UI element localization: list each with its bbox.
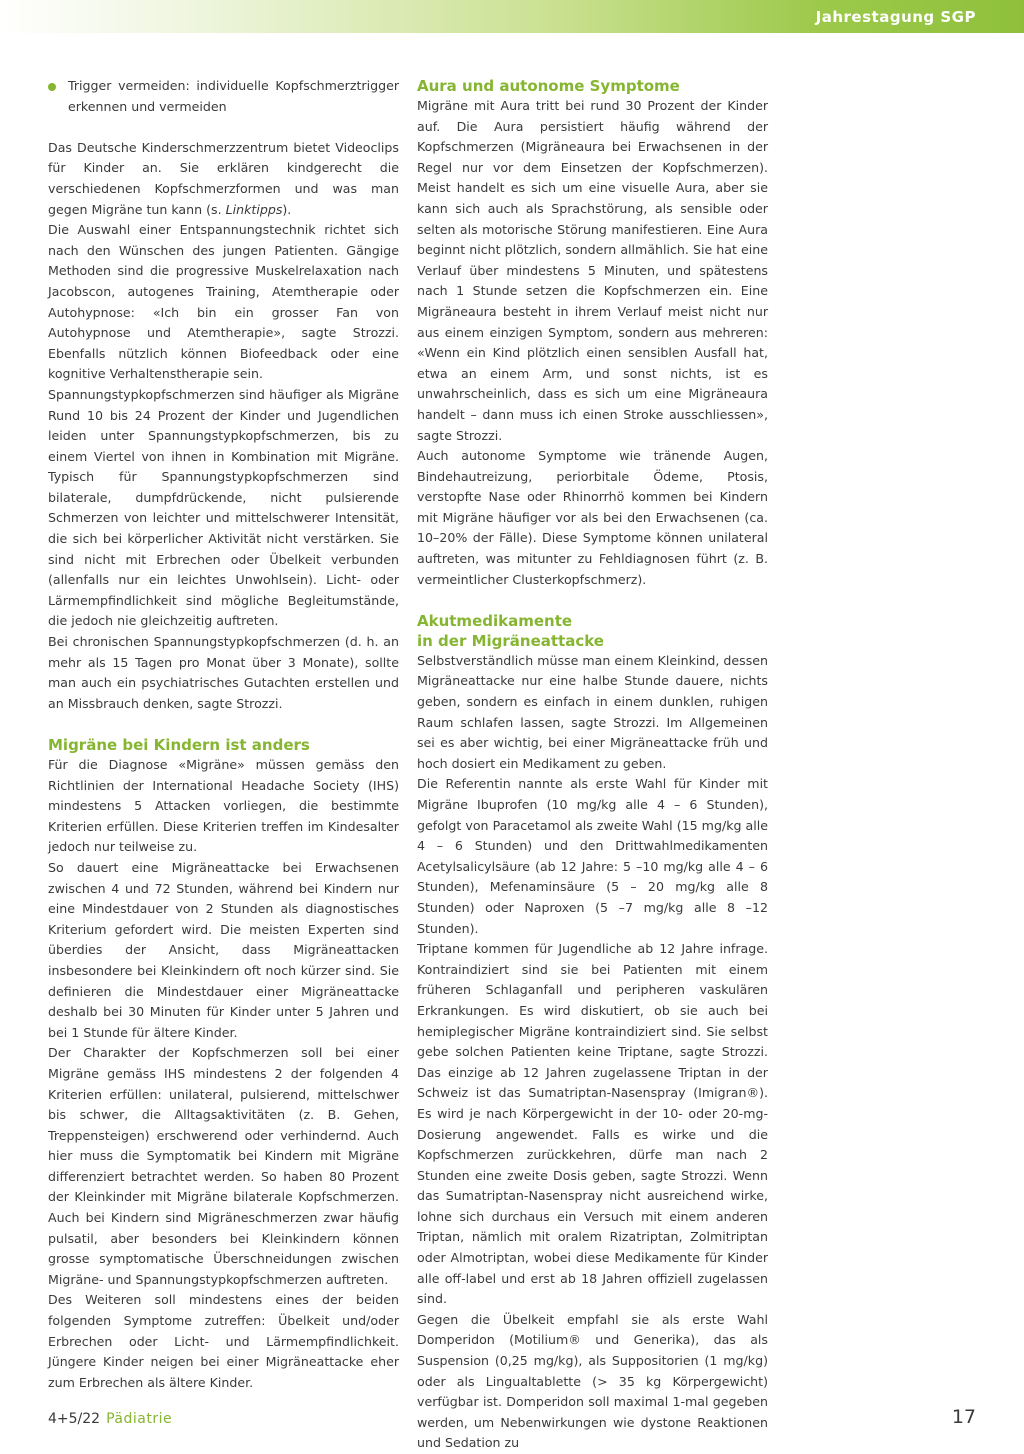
bullet-item — [48, 76, 399, 117]
bullet-dot-icon — [48, 83, 56, 91]
paragraph-autonome-symptome: Auch autonome Symptome wie tränende Augen, Bindehautreizung, periorbitale Ödeme, Ptosis, verstopfte Nase oder Rhinorrhö kommen bei Kindern mit Migräne häufiger vor als bei den Erwachsenen (ca. 10–20% der Fälle). Diese Symptome können unilateral auftreten, was mitunter zu Fehldiagnosen führt (z. B. vermeintlicher Clusterkopfschmerz). — [417, 448, 768, 587]
left-column — [48, 76, 399, 1393]
paragraph-diagnose: Für die Diagnose «Migräne» müssen gemäss den Richtlinien der International Headache Society (IHS) mindestens 5 Attacken vorliegen, die bestimmte Kriterien erfüllen. Diese Kriterien treffen im Kindesalter jedoch nur teilweise zu. — [48, 757, 399, 855]
bullet-text: Trigger vermeiden: individuelle Kopfschmerztrigger erkennen und vermeiden — [68, 78, 399, 114]
paragraph-triptane: Triptane kommen für Jugendliche ab 12 Jahre infrage. Kontraindiziert sind sie bei Patienten mit einem früheren Schlaganfall und peripheren vaskulären Erkrankungen. Es wird diskutiert, ob sie auch bei hemiplegischer Migräne kontraindiziert sind. Sie selbst gebe solchen Patienten keine Triptane, sagte Strozzi. Das einzige ab 12 Jahren zugelassene Triptan in der Schweiz ist das Sumatriptan-Nasenspray (Imigran®). Es wird je nach Körpergewicht in der 10- oder 20-mg-Dosierung angewendet. Falls es wirke und die Kopfschmerzen zurückkehren, dürfe man nach 2 Stunden eine zweite Dosis geben, sagte Strozzi. Wenn das Sumatriptan-Nasenspray nicht ausreichend wirke, lohne sich durchaus ein Versuch mit einem anderen Triptan, nämlich mit oralem Rizatriptan, Zolmitriptan oder Almotriptan, wobei diese Medikamente für Kinder alle off-label und erst ab 18 Jahren offiziell zugelassen sind. — [417, 941, 768, 1307]
page-number: 17 — [951, 1406, 976, 1428]
journal-name: Pädiatrie — [106, 1411, 173, 1427]
header-bar — [0, 0, 1024, 33]
paragraph-domperidon: Gegen die Übelkeit empfahl sie als erste Wahl Domperidon (Motilium® und Generika), das als Suspension (0,25 mg/kg), als Suppositorien (1 mg/kg) oder als Lingualtablette (> 35 kg Körpergewicht) verfügbar ist. Domperidon soll maximal 1-mal gegeben werden, um Nebenwirkungen wie dystone Reaktionen und Sedation zu — [417, 1311, 768, 1451]
paragraph-chronisch: Bei chronischen Spannungstypkopfschmerzen (d. h. an mehr als 15 Tagen pro Monat über 3 Monate), sollte man auch ein psychiatrisches Gutachten erstellen und an Missbrauch denken, sagte Strozzi. — [48, 634, 399, 711]
paragraph-spannungstyp: Spannungstypkopfschmerzen sind häufiger als Migräne Rund 10 bis 24 Prozent der Kinder und Jugendlichen leiden unter Spannungstypkopfschmerzen, bis zu einem Viertel von ihnen in Kombination mit Migräne. Typisch für Spannungstypkopfschmerzen sind bilaterale, dumpfdrückende, nicht pulsierende Schmerzen von leichter und mittelschwerer Intensität, die sich bei körperlicher Aktivität nicht verstärken. Sie sind nicht mit Erbrechen oder Übelkeit verbunden (allenfalls nur ein leichtes Unwohlsein). Licht- oder Lärmempfindlichkeit sind mögliche Begleitumstände, die jedoch nie gleichzeitig auftreten. — [48, 386, 399, 629]
issue-number: 4+5/22 — [48, 1411, 101, 1427]
heading-migraene-kinder: Migräne bei Kindern ist anders — [48, 736, 310, 754]
paragraph-aura: Migräne mit Aura tritt bei rund 30 Prozent der Kinder auf. Die Aura persistiert häufig während der Kopfschmerzen (Migräneaura bei Erwachsenen in der Regel nur vor dem Einsetzen der Kopfschmerzen). Meist handelt es sich um eine visuelle Aura, aber sie kann sich auch als Sprachstörung, als sensible oder selten als motorische Störung manifestieren. Eine Aura beginnt nicht plötzlich, sondern allmählich. Sie hat eine Verlauf über mindestens 5 Minuten, und spätestens nach 1 Stunde setzen die Kopfschmerzen ein. Eine Migräneaura besteht in ihrem Verlauf meist nicht nur aus einem einzigen Symptom, sondern aus mehreren: «Wenn ein Kind plötzlich einen sensiblen Ausfall hat, etwa an einem Arm, und sonst nichts, ist es unwahrscheinlich, dass es sich um eine Migräneaura handelt – dann muss ich einen Stroke ausschliessen», sagte Strozzi. — [417, 98, 768, 443]
heading-akutmedikamente: Akutmedikamente in der Migräneattacke — [417, 611, 604, 650]
paragraph-kleinkind: Selbstverständlich müsse man einem Kleinkind, dessen Migräneattacke nur eine halbe Stunde dauere, nichts geben, sondern es einfach in einem dunklen, ruhigen Raum schlafen lassen, sagte Strozzi. Im Allgemeinen sei es aber wichtig, bei einer Migräneattacke früh und hoch dosiert ein Medikament zu geben. — [417, 652, 768, 771]
linktipps-reference: Linktipps — [225, 201, 283, 217]
paragraph-ibuprofen: Die Referentin nannte als erste Wahl für Kinder mit Migräne Ibuprofen (10 mg/kg alle 4 – 6 Stunden), gefolgt von Paracetamol als zweite Wahl (15 mg/kg alle 4 – 6 Stunden) und den Drittwahlmedikamenten Acetylsalicylsäure (ab 12 Jahre: 5 –10 mg/kg alle 4 – 6 Stunden), Mefenaminsäure (5 – 20 mg/kg alle 8 Stunden) oder Naproxen (5 –7 mg/kg alle 8 –12 Stunden). — [417, 776, 768, 936]
section-title: Jahrestagung SGP — [815, 8, 976, 26]
paragraph-videoclips: Das Deutsche Kinderschmerzzentrum bietet Videoclips für Kinder an. Sie erklären kindgerecht die verschiedenen Kopfschmerzformen und was man gegen Migräne tun kann (s. Linktipps). — [48, 139, 399, 217]
paragraph-entspannung: Die Auswahl einer Entspannungstechnik richtet sich nach den Wünschen des jungen Patienten. Gängige Methoden sind die progressive Muskelrelaxation nach Jacobscon, autogenes Training, Atemtherapie oder Autohypnose: «Ich bin ein grosser Fan von Autohypnose und Atemtherapie», sagte Strozzi. Ebenfalls nützlich können Biofeedback oder eine kognitive Verhaltenstherapie sein. — [48, 222, 399, 382]
heading-aura: Aura und autonome Symptome — [417, 77, 680, 95]
paragraph-charakter: Der Charakter der Kopfschmerzen soll bei einer Migräne gemäss IHS mindestens 2 der folgenden 4 Kriterien erfüllen: unilateral, pulsierend, mittelschwer bis schwer, die Alltagsaktivitäten (z. B. Gehen, Treppensteigen) erschwerend oder verhindernd. Auch hier muss die Symptomatik bei Kindern mit Migräne differenziert betrachtet werden. So haben 80 Prozent der Kleinkinder mit Migräne bilaterale Kopfschmerzen. Auch bei Kindern sind Migräneschmerzen zwar häufig pulsatil, aber besonders bei Kleinkindern können grosse symptomatische Überschneidungen zwischen Migräne- und Spannungstypkopfschmerzen auftreten. — [48, 1045, 399, 1287]
paragraph-symptome: Des Weiteren soll mindestens eines der beiden folgenden Symptome zutreffen: Übelkeit und/oder Erbrechen oder Licht- und Lärmempfindlichkeit. Jüngere Kinder neigen bei einer Migräneattacke eher zum Erbrechen als ältere Kinder. — [48, 1292, 399, 1390]
right-column — [417, 76, 768, 1454]
paragraph-dauer: So dauert eine Migräneattacke bei Erwachsenen zwischen 4 und 72 Stunden, während bei Kindern nur eine Mindestdauer von 2 Stunden als diagnostisches Kriterium gefordert wird. Die meisten Experten sind überdies der Ansicht, dass Migräneattacken insbesondere bei Kleinkindern oft noch kürzer sind. Sie definieren die Mindestdauer einer Migräneattacke deshalb bei 30 Minuten für Kinder unter 5 Jahren und bei 1 Stunde für ältere Kinder. — [48, 859, 399, 1040]
footer-issue — [48, 1411, 172, 1427]
